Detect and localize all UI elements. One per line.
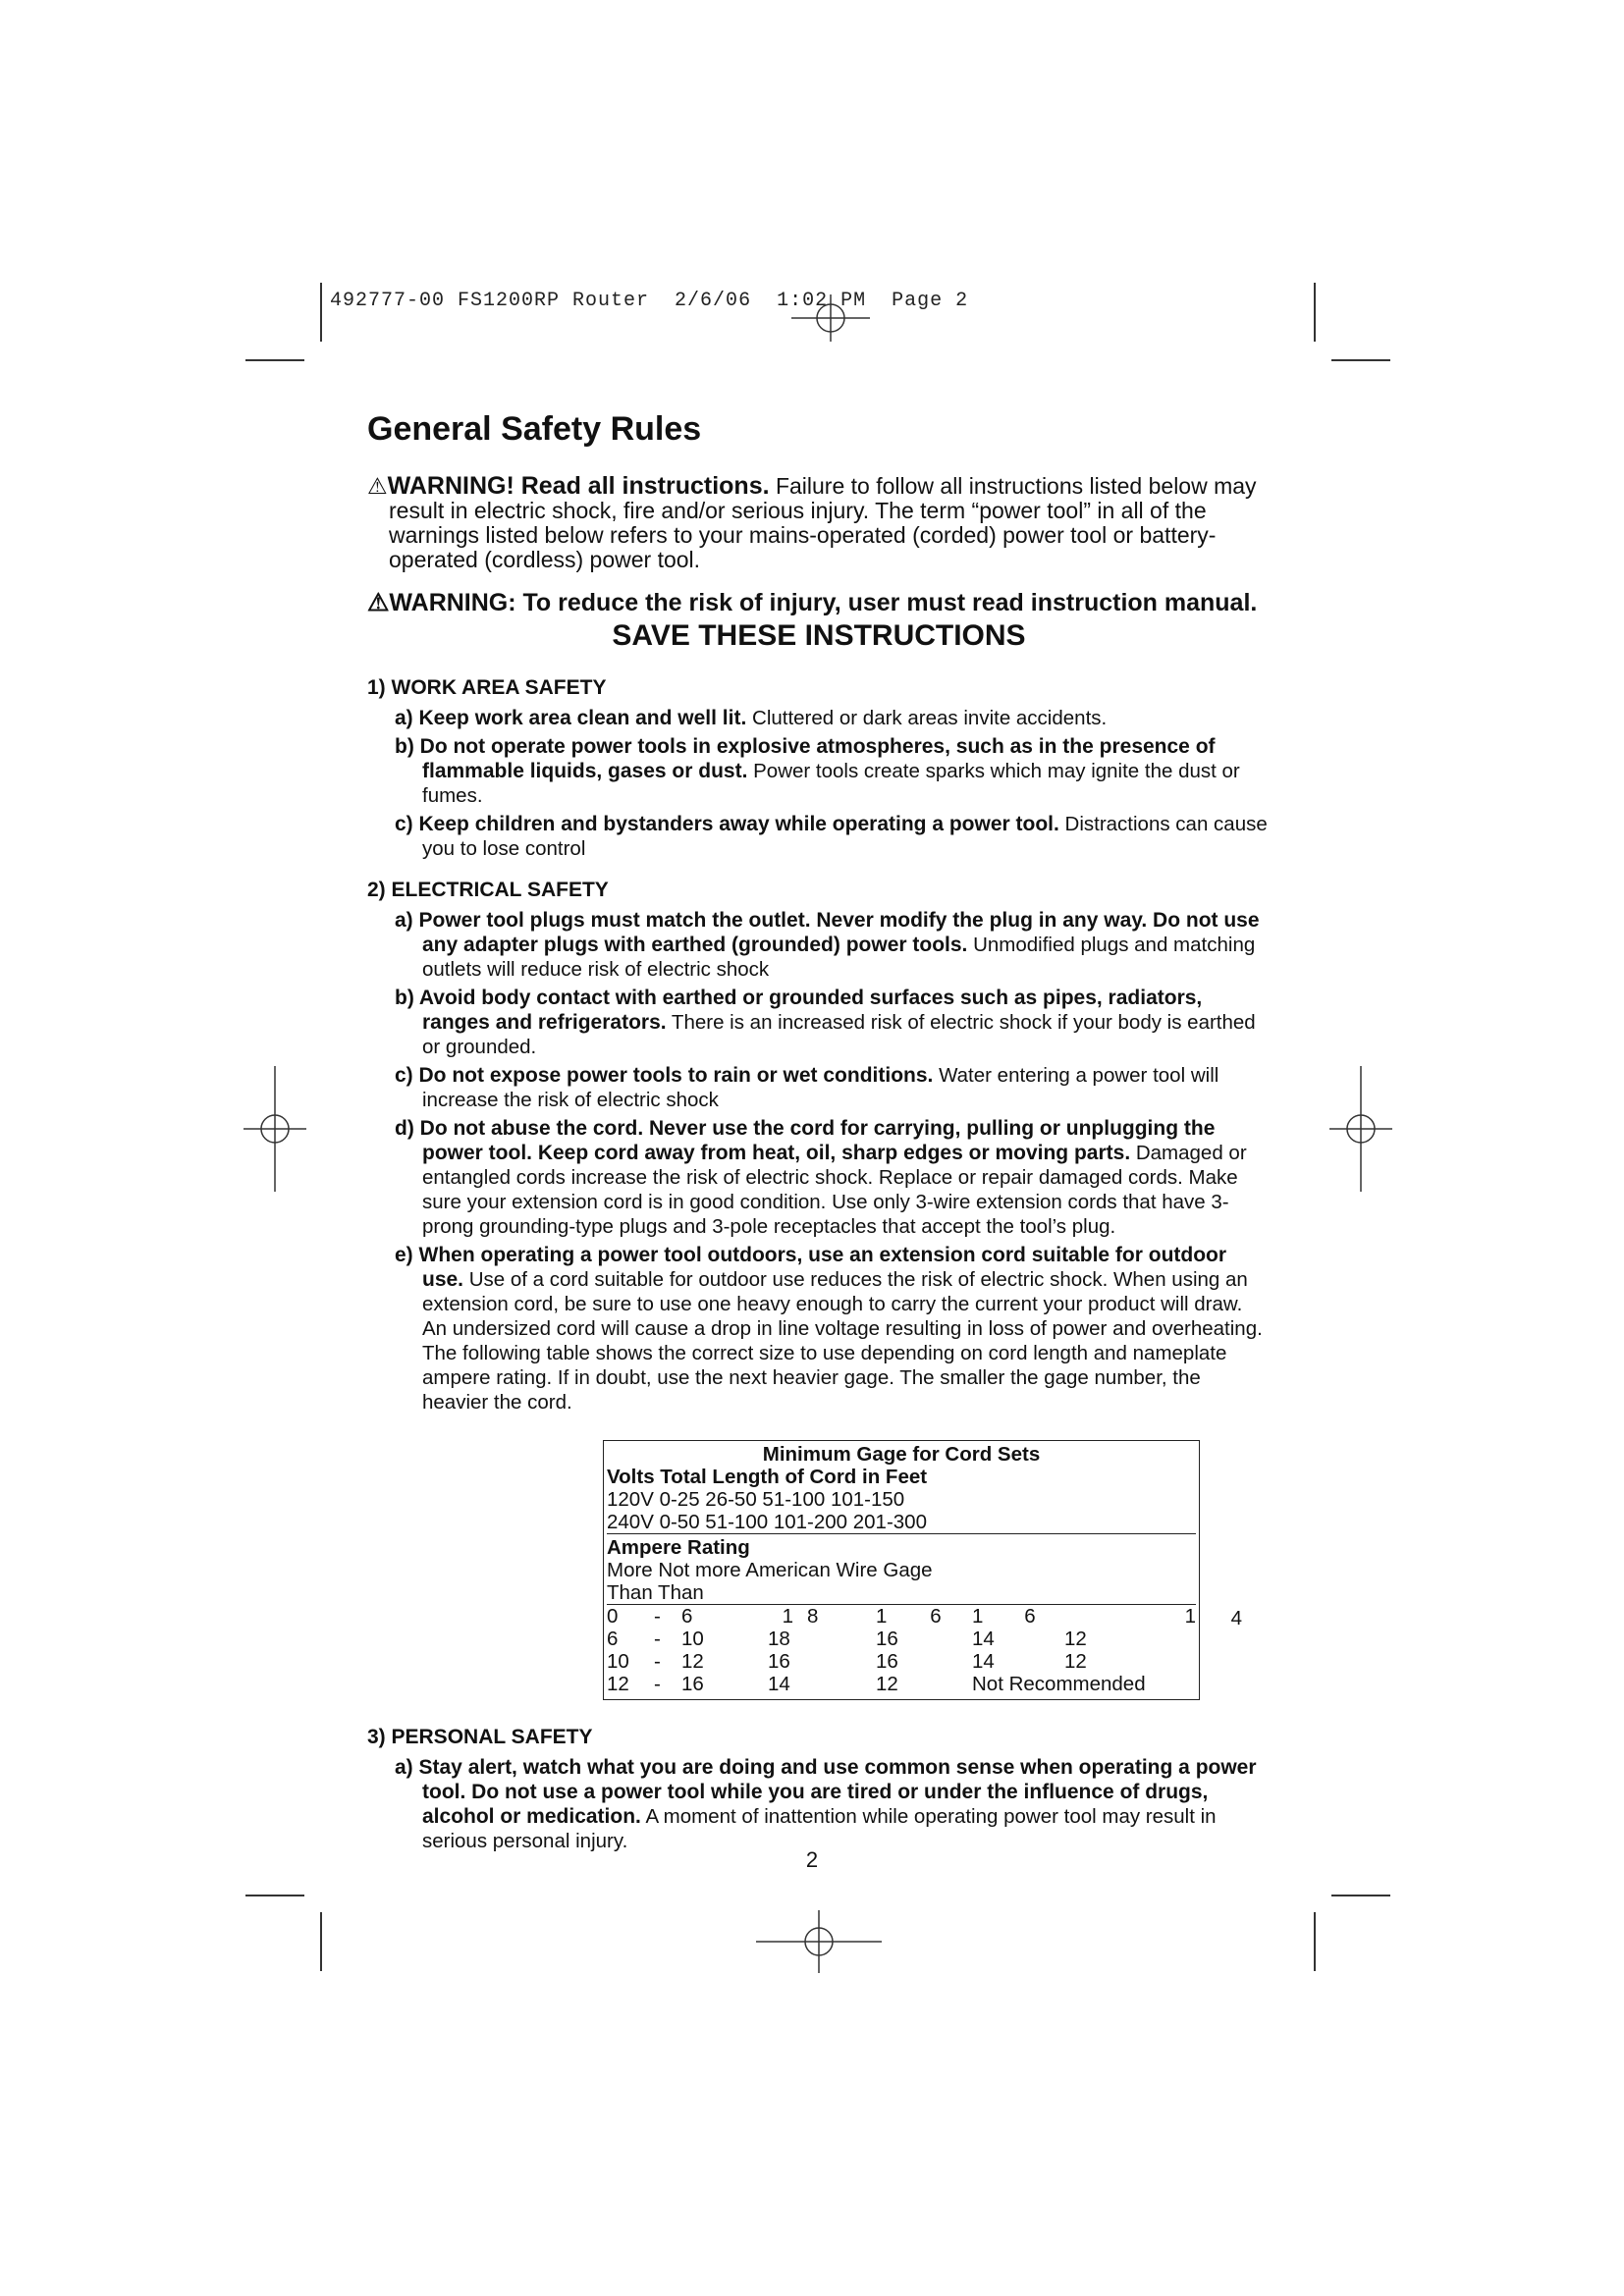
table-cell: 14 xyxy=(768,1673,790,1695)
warning-icon: ⚠ xyxy=(367,589,390,616)
list-item xyxy=(395,1063,1271,1112)
table-cell: 6 xyxy=(681,1605,758,1629)
table-cell: 10 xyxy=(681,1628,704,1650)
table-cell: 1 xyxy=(758,1605,807,1629)
item-text: There is an increased risk of electric shock if your body is earthed or grounded. xyxy=(422,1011,1256,1058)
gage-table-header: Volts Total Length of Cord in Feet xyxy=(607,1466,928,1488)
item-text: Damaged or entangled cords increase the risk of electric shock. Replace or repair damaged cords. Make sure your extension cord is in good condition. Use only 3-wire extension cords that have 3-prong grounding-type plugs and 3-pole receptacles that accept the tool’s plug. xyxy=(422,1142,1247,1238)
crop-mark-br-h xyxy=(1331,1895,1390,1896)
stray-digit: 4 xyxy=(1230,1607,1242,1629)
warning-text: Failure to follow all instructions listed below may result in electric shock, fire and/or serious injury. The term “power tool” in all of the warnings listed below refers to your mains-operated (corded) power tool or battery-operated (cordless) power tool. xyxy=(389,473,1257,572)
item-lead: c) Keep children and bystanders away while operating a power tool. xyxy=(395,813,1059,835)
item-lead: c) Do not expose power tools to rain or wet conditions. xyxy=(395,1064,934,1087)
table-cell: 12 xyxy=(876,1673,898,1695)
table-cell: 16 xyxy=(876,1650,898,1673)
table-cell: 16 xyxy=(681,1673,704,1695)
section-heading: 3) PERSONAL SAFETY xyxy=(367,1726,593,1748)
item-lead: e) When operating a power tool outdoors, use an extension cord suitable for outdoor use. xyxy=(395,1244,1227,1291)
warning-icon: ⚠ xyxy=(367,473,388,499)
crop-mark-bl-h xyxy=(245,1895,304,1896)
table-cell: 1 xyxy=(1064,1605,1196,1629)
section-heading: 1) WORK AREA SAFETY xyxy=(367,676,607,699)
table-row xyxy=(607,1650,1196,1673)
table-cell: 12 xyxy=(681,1650,704,1673)
general-warning xyxy=(367,474,1271,572)
table-cell: 12 xyxy=(1064,1650,1087,1673)
table-cell: 16 xyxy=(876,1628,898,1650)
manual-warning xyxy=(367,588,1271,617)
gage-line-120v: 120V 0-25 26-50 51-100 101-150 xyxy=(607,1488,905,1511)
table-cell: 6 xyxy=(996,1605,1064,1629)
page-title: General Safety Rules xyxy=(367,410,702,448)
item-text: Water entering a power tool will increase the risk of electric shock xyxy=(422,1064,1219,1111)
gage-col-line2: Than Than xyxy=(607,1581,704,1604)
table-cell: 16 xyxy=(768,1650,790,1673)
warning-lead: WARNING! Read all instructions. xyxy=(387,472,770,500)
gage-table-title: Minimum Gage for Cord Sets xyxy=(762,1443,1041,1466)
table-cell: 0 xyxy=(607,1605,654,1629)
crop-mark-tl-v xyxy=(320,283,322,342)
table-cell: 6 xyxy=(899,1605,972,1629)
item-text: Power tools create sparks which may ignite the dust or fumes. xyxy=(422,760,1240,807)
gage-rows xyxy=(607,1604,1196,1695)
list-item xyxy=(395,1243,1271,1415)
page-content xyxy=(367,410,1271,1871)
list-item xyxy=(395,908,1271,982)
table-row xyxy=(607,1605,1196,1629)
table-cell: 14 xyxy=(972,1628,995,1650)
item-text: Unmodified plugs and matching outlets will reduce risk of electric shock xyxy=(422,934,1256,981)
gage-col-line1: More Not more American Wire Gage xyxy=(607,1559,933,1581)
item-text: Use of a cord suitable for outdoor use reduces the risk of electric shock. When using an extension cord, be sure to use one heavy enough to carry the current your product will draw. An undersized cord will cause a drop in line voltage resulting in loss of power and overheating. The following table shows the correct size to use depending on cord length and nameplate ampere rating. If in doubt, use the next heavier gage. The smaller the gage number, the heavier the cord. xyxy=(422,1268,1263,1414)
print-slug: 492777-00 FS1200RP Router 2/6/06 1:02 PM Page 2 xyxy=(330,290,969,312)
item-lead: a) Power tool plugs must match the outlet. Never modify the plug in any way. Do not use any adapter plugs with earthed (grounded) power tools. xyxy=(395,909,1260,956)
gage-table xyxy=(603,1440,1242,1700)
gage-line-240v: 240V 0-50 51-100 101-200 201-300 xyxy=(607,1511,1196,1534)
item-lead: a) Stay alert, watch what you are doing and use common sense when operating a power tool. Do not use a power tool while you are tired or under the influence of drugs, alcohol or medication. xyxy=(395,1756,1257,1828)
table-cell: 1 xyxy=(972,1605,996,1629)
list-item xyxy=(395,706,1271,730)
item-lead: a) Keep work area clean and well lit. xyxy=(395,707,747,729)
crop-mark-tl-h xyxy=(245,359,304,361)
crop-mark-tr-h xyxy=(1331,359,1390,361)
item-lead: d) Do not abuse the cord. Never use the cord for carrying, pulling or unplugging the power tool. Keep cord away from heat, oil, sharp edges or moving parts. xyxy=(395,1117,1216,1164)
registration-mark-left xyxy=(244,1066,306,1192)
table-cell: 12 xyxy=(607,1673,629,1695)
crop-mark-br-v xyxy=(1314,1912,1316,1971)
item-lead: b) Avoid body contact with earthed or grounded surfaces such as pipes, radiators, ranges and refrigerators. xyxy=(395,987,1203,1034)
electrical-section xyxy=(367,879,1271,1700)
table-cell: - xyxy=(654,1628,661,1650)
table-cell: 1 xyxy=(876,1605,899,1629)
registration-mark-right xyxy=(1329,1066,1392,1192)
table-cell: 12 xyxy=(1064,1628,1087,1650)
table-row xyxy=(607,1628,1196,1650)
save-instructions: SAVE THESE INSTRUCTIONS xyxy=(612,619,1026,652)
item-lead: b) Do not operate power tools in explosive atmospheres, such as in the presence of flammable liquids, gases or dust. xyxy=(395,735,1216,782)
work-area-section xyxy=(367,676,1271,861)
table-cell: 18 xyxy=(768,1628,790,1650)
ampere-heading: Ampere Rating xyxy=(607,1536,750,1559)
crop-mark-tr-v xyxy=(1314,283,1316,342)
crop-mark-bl-v xyxy=(320,1912,322,1971)
table-cell: 8 xyxy=(807,1605,876,1629)
section-heading: 2) ELECTRICAL SAFETY xyxy=(367,879,609,901)
table-cell: 6 xyxy=(607,1628,619,1650)
list-item xyxy=(395,986,1271,1059)
table-cell: - xyxy=(654,1650,661,1673)
table-cell: 10 xyxy=(607,1650,629,1673)
item-text: A moment of inattention while operating power tool may result in serious personal injury. xyxy=(422,1805,1217,1852)
table-cell: 14 xyxy=(972,1650,995,1673)
personal-section xyxy=(367,1726,1271,1853)
page-number: 2 xyxy=(805,1847,819,1872)
table-cell: - xyxy=(654,1605,681,1629)
list-item xyxy=(395,734,1271,808)
registration-mark-top xyxy=(791,294,870,373)
table-cell: Not Recommended xyxy=(972,1673,1146,1695)
item-text: Distractions can cause you to lose control xyxy=(422,813,1268,860)
item-text: Cluttered or dark areas invite accidents. xyxy=(746,707,1108,729)
list-item xyxy=(395,1755,1271,1853)
table-cell: - xyxy=(654,1673,661,1695)
list-item xyxy=(395,1116,1271,1239)
manual-warning-text: WARNING: To reduce the risk of injury, user must read instruction manual. xyxy=(389,589,1258,616)
registration-mark-bottom xyxy=(756,1910,882,1973)
list-item xyxy=(395,812,1271,861)
table-row xyxy=(607,1673,1196,1695)
